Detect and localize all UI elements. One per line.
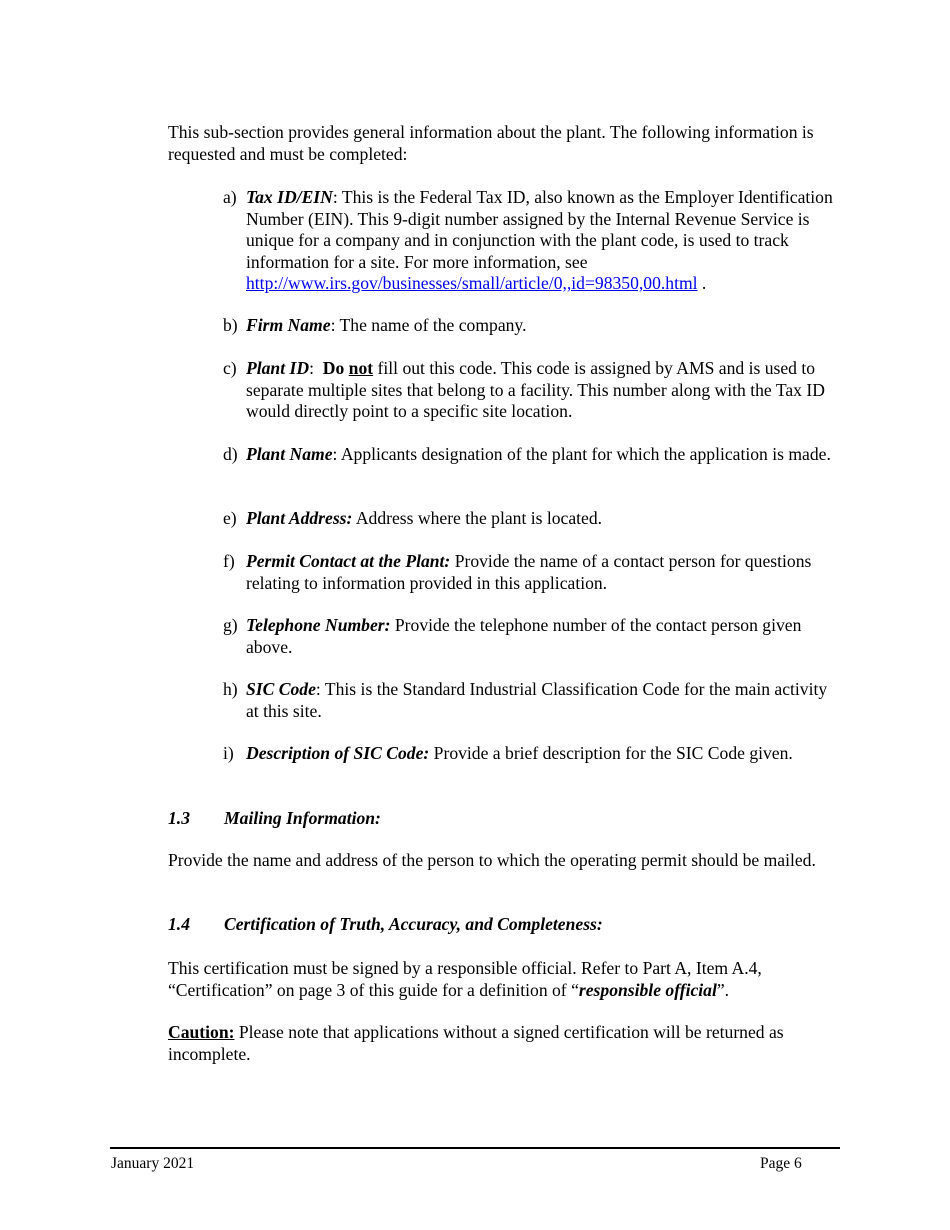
list-item-content: Plant Name: Applicants designation of the plant for which the application is made.	[246, 444, 831, 464]
responsible-official-term: responsible official	[578, 979, 717, 1000]
list-item-permit-contact	[223, 551, 843, 594]
list-item-content: Plant ID: Do not fill out this code. This code is assigned by AMS and is used to separate multiple sites that belong to a facility. This number along with the Tax ID would directly point to a specific site location.	[246, 358, 825, 422]
list-item-sic-code	[223, 679, 843, 722]
term-telephone: Telephone Number:	[246, 615, 391, 635]
list-marker: e)	[223, 508, 237, 528]
term-sic-description: Description of SIC Code:	[246, 743, 430, 763]
list-item-content: SIC Code: This is the Standard Industrial Classification Code for the main activity at this site.	[246, 679, 828, 721]
list-marker: g)	[223, 615, 238, 635]
list-marker: h)	[223, 679, 238, 699]
section-number: 1.4	[168, 914, 190, 934]
term-sic-code: SIC Code	[246, 679, 316, 699]
footer-page-number: Page 6	[760, 1155, 802, 1172]
list-item-tax-id	[223, 187, 843, 295]
list-marker: i)	[223, 743, 234, 763]
footer-divider	[110, 1147, 840, 1149]
irs-link[interactable]: http://www.irs.gov/businesses/small/article/0,,id=98350,00.html	[246, 273, 698, 294]
list-item-plant-name	[223, 444, 843, 466]
list-item-plant-address	[223, 508, 843, 530]
term-plant-address: Plant Address:	[246, 508, 353, 528]
list-item-sic-description	[223, 743, 843, 765]
list-marker: d)	[223, 444, 238, 464]
list-item-content: Permit Contact at the Plant: Provide the name of a contact person for questions relating to information provided in this application.	[246, 551, 812, 593]
term-plant-id: Plant ID	[246, 358, 310, 378]
section-number: 1.3	[168, 808, 190, 828]
list-item-firm-name	[223, 315, 843, 337]
list-item-content: Tax ID/EIN: This is the Federal Tax ID, also known as the Employer Identification Number (EIN). This 9-digit number assigned by the Internal Revenue Service is unique for a company and in conjunction with the plant code, is used to track information for a site. For more information, see http://www.irs.gov/businesses/small/article/0,,id=98350,00.html .	[246, 187, 833, 294]
term-tax-id: Tax ID/EIN	[246, 187, 333, 207]
certification-paragraph: This certification must be signed by a responsible official. Refer to Part A, Item A.4, “Certification” on page 3 of this guide for a definition of “responsible official”.	[168, 958, 762, 1000]
list-item-telephone	[223, 615, 843, 658]
not-emphasis: not	[348, 358, 374, 378]
list-marker: a)	[223, 187, 237, 207]
list-item-content: Description of SIC Code: Provide a brief description for the SIC Code given.	[246, 743, 793, 763]
section-title: Certification of Truth, Accuracy, and Completeness:	[224, 914, 603, 934]
list-marker: b)	[223, 315, 238, 335]
caution-paragraph: Caution: Please note that applications without a signed certification will be returned as incomplete.	[168, 1022, 784, 1064]
section-heading-1-4	[168, 914, 838, 936]
term-permit-contact: Permit Contact at the Plant:	[246, 551, 451, 571]
section-title: Mailing Information:	[224, 808, 381, 828]
list-item-content: Plant Address: Address where the plant is located.	[246, 508, 603, 528]
term-plant-name: Plant Name	[246, 444, 333, 464]
term-firm-name: Firm Name	[246, 315, 331, 335]
list-item-plant-id	[223, 358, 843, 423]
list-marker: f)	[223, 551, 235, 571]
intro-paragraph	[168, 122, 838, 165]
footer-date: January 2021	[111, 1155, 195, 1172]
list-item-content: Telephone Number: Provide the telephone number of the contact person given above.	[246, 615, 802, 657]
intro-text: This sub-section provides general information about the plant. The following information is requested and must be completed:	[168, 122, 814, 164]
caution-label: Caution:	[168, 1022, 235, 1042]
mailing-info-paragraph: Provide the name and address of the person to which the operating permit should be mailed.	[168, 850, 816, 870]
section-heading-1-3	[168, 808, 838, 830]
list-item-content: Firm Name: The name of the company.	[246, 315, 527, 335]
list-marker: c)	[223, 358, 237, 378]
